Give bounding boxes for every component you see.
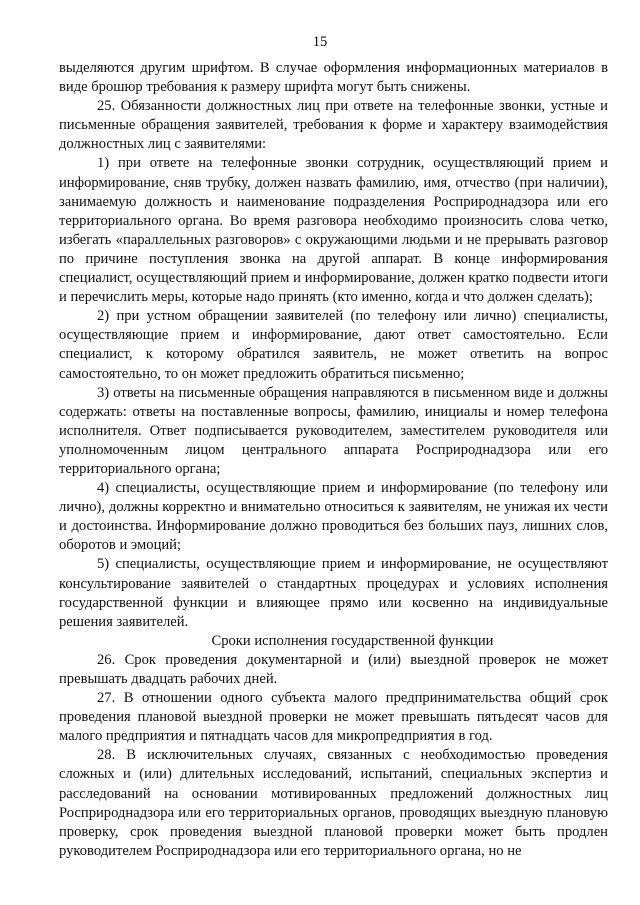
- page-number: 15: [312, 34, 328, 50]
- list-item-3: 3) ответы на письменные обращения направляются в письменном виде и должны содержать: ответы на поставленные вопросы, фамилию, инициалы и номер телефона исполнителя. Ответ подписывается руководителем, заместителем руководителя или уполномоченным лицом центрального аппарата Росприроднадзора или его территориального органа;: [59, 384, 608, 477]
- paragraph-28: 28. В исключительных случаях, связанных с необходимостью проведения сложных и (или) длительных исследований, испытаний, специальных экспертиз и расследований на основании мотивированных предложений должностных лиц Росприроднадзора или его территориальных органов, проводящих выездную плановую проверку, срок проведения выездной плановой проверки может быть продлен руководителем Росприроднадзора или его территориального органа, но не: [59, 747, 608, 859]
- list-item-4: 4) специалисты, осуществляющие прием и информирование (по телефону или лично), должны корректно и внимательно относиться к заявителям, не унижая их чести и достоинства. Информирование должно проводиться без больших пауз, лишних слов, оборотов и эмоций;: [59, 480, 608, 554]
- paragraph-27: 27. В отношении одного субъекта малого предпринимательства общий срок проведения плановой выездной проверки не может превышать пятьдесят часов для малого предприятия и пятнадцать часов для микропредприятия в год.: [59, 690, 608, 745]
- list-item-5: 5) специалисты, осуществляющие прием и информирование, не осуществляют консультирование заявителей о стандартных процедурах и условиях исполнения государственной функции и влияющее прямо или косвенно на индивидуальные решения заявителей.: [59, 556, 608, 630]
- paragraph-25: 25. Обязанности должностных лиц при ответе на телефонные звонки, устные и письменные обращения заявителей, требования к форме и характеру взаимодействия должностных лиц с заявителями:: [59, 98, 608, 153]
- section-heading: Сроки исполнения государственной функции: [211, 632, 494, 649]
- list-item-2: 2) при устном обращении заявителей (по телефону или лично) специалисты, осуществляющие прием и информирование, дают ответ самостоятельно. Если специалист, к которому обратился заявитель, не может ответить на вопрос самостоятельно, то он может предложить обратиться письменно;: [59, 308, 608, 382]
- list-item-1: 1) при ответе на телефонные звонки сотрудник, осуществляющий прием и информирование, сняв трубку, должен назвать фамилию, имя, отчество (при наличии), занимаемую должность и наименование подразделения Росприроднадзора или его территориального органа. Во время разговора необходимо произносить слова четко, избегать «параллельных разговоров» с окружающими людьми и не прерывать разговор по причине поступления звонка на другой аппарат. В конце информирования специалист, осуществляющий прием и информирование, должен кратко подвести итоги и перечислить меры, которые надо принять (кто именно, когда и что должен сделать);: [59, 155, 608, 306]
- paragraph-continuation: выделяются другим шрифтом. В случае оформления информационных материалов в виде брошюр требования к размеру шрифта могут быть снижены.: [59, 60, 608, 96]
- paragraph-26: 26. Срок проведения документарной и (или) выездной проверок не может превышать двадцать рабочих дней.: [59, 651, 608, 687]
- document-body: [59, 59, 608, 861]
